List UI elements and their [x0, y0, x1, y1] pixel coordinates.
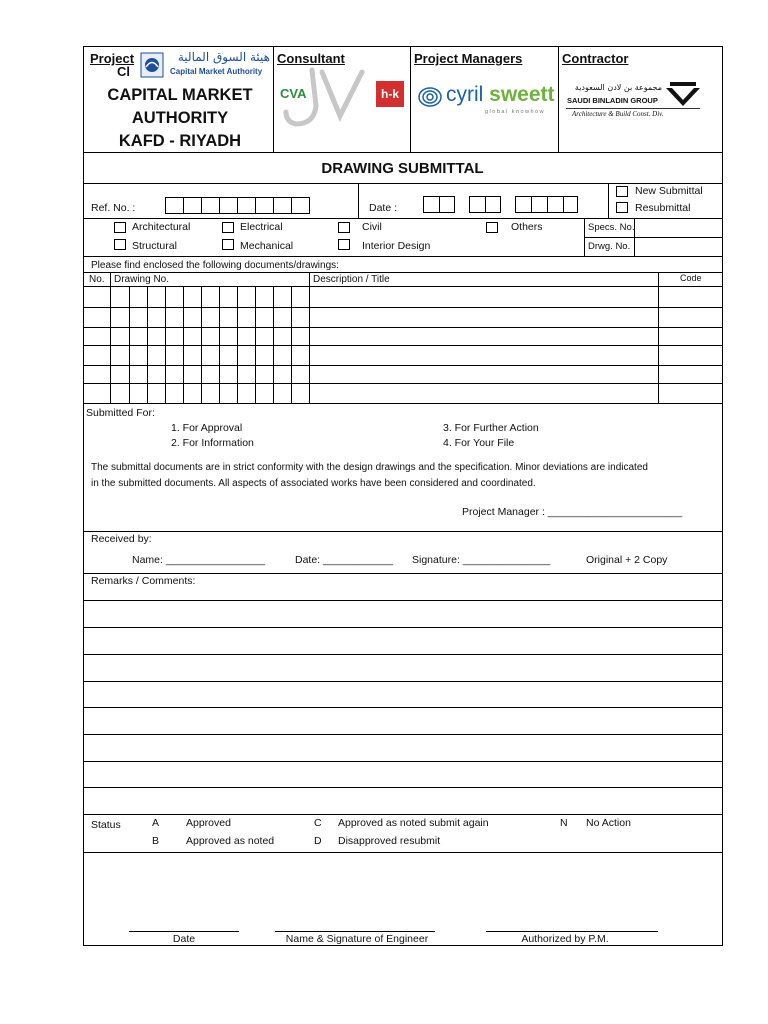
drwg-no-field[interactable]: [635, 238, 721, 255]
architectural-label: Architectural: [132, 221, 191, 233]
status-code-a: A: [152, 817, 160, 829]
submitted-for-information: 2. For Information: [171, 437, 254, 449]
binladin-logo-arabic: مجموعة بن لادن السعودية: [574, 83, 662, 92]
cma-logo: [140, 50, 270, 80]
col-description-header: Description / Title: [313, 274, 390, 285]
cyril-sweett-swirl-icon: [417, 86, 443, 108]
authorized-signature-line[interactable]: [486, 931, 658, 932]
table-row[interactable]: [84, 328, 721, 345]
conformity-statement-line-1: The submittal documents are in strict conformity with the design drawings and the specification. Minor deviations are indicated: [91, 462, 648, 473]
binladin-emblem-icon: [664, 80, 702, 108]
cyril-sweett-name-a: cyril: [446, 83, 484, 106]
table-row[interactable]: [84, 308, 721, 327]
status-code-n: N: [560, 817, 568, 829]
table-row[interactable]: [84, 366, 721, 383]
signature-date-label: Date: [172, 933, 196, 945]
mechanical-checkbox[interactable]: [222, 239, 234, 250]
architectural-checkbox[interactable]: [114, 222, 126, 233]
electrical-label: Electrical: [240, 221, 283, 233]
received-date-field[interactable]: Date: ____________: [295, 554, 394, 566]
col-no-header: No.: [89, 274, 105, 285]
drwg-no-label: Drwg. No.: [588, 241, 631, 252]
remarks-label: Remarks / Comments:: [91, 575, 196, 587]
hk-logo-text: h-k: [381, 87, 399, 101]
project-name-line-2: AUTHORITY: [131, 109, 229, 127]
ref-no-boxes[interactable]: [165, 197, 310, 214]
cma-logo-english: Capital Market Authority: [170, 67, 263, 76]
jv-mark-icon: [282, 66, 374, 130]
project-label-clipped: Cl: [117, 64, 130, 79]
new-submittal-checkbox[interactable]: [616, 186, 628, 197]
cva-logo-text: CVA: [280, 86, 307, 101]
form-title: DRAWING SUBMITTAL: [321, 160, 484, 177]
project-name: [90, 84, 270, 153]
structural-checkbox[interactable]: [114, 239, 126, 250]
documents-intro: Please find enclosed the following documents/drawings:: [91, 260, 339, 271]
structural-label: Structural: [132, 240, 177, 252]
date-label: Date :: [369, 202, 398, 214]
status-text-disapproved-resubmit: Disapproved resubmit: [338, 835, 441, 847]
status-text-approved-submit-again: Approved as noted submit again: [338, 817, 489, 829]
status-text-approved: Approved: [186, 817, 231, 829]
project-manager-signature[interactable]: Project Manager : _______________________: [462, 506, 683, 518]
col-code-header: Code: [680, 273, 702, 283]
interior-design-label: Interior Design: [362, 240, 431, 252]
project-name-line-3: KAFD - RIYADH: [118, 132, 242, 150]
others-label: Others: [511, 221, 543, 233]
status-text-no-action: No Action: [586, 817, 631, 829]
table-row[interactable]: [84, 384, 721, 403]
cyril-sweett-name-b: sweett: [489, 83, 555, 106]
col-drawing-no-header: Drawing No.: [114, 274, 170, 285]
date-signature-line[interactable]: [129, 931, 239, 932]
table-row[interactable]: [84, 287, 721, 307]
received-by-label: Received by:: [91, 533, 152, 545]
cma-logo-arabic: هيئة السوق المالية: [177, 50, 270, 64]
specs-no-field[interactable]: [635, 219, 721, 236]
signature-authorized-label: Authorized by P.M.: [521, 933, 609, 945]
cyril-sweett-logo: [446, 84, 555, 105]
submitted-for-approval: 1. For Approval: [171, 422, 243, 434]
date-day-boxes[interactable]: [423, 196, 455, 213]
cma-emblem-icon: [140, 52, 164, 78]
conformity-statement-line-2: in the submitted documents. All aspects of associated works have been considered and coordinated.: [91, 478, 536, 489]
remarks-area[interactable]: [84, 588, 721, 813]
status-code-d: D: [314, 835, 322, 847]
binladin-logo-division: Architecture & Build Const. Div.: [572, 110, 664, 118]
status-code-b: B: [152, 835, 160, 847]
new-submittal-label: New Submittal: [635, 185, 703, 197]
project-managers-label: Project Managers: [414, 51, 523, 66]
table-row[interactable]: [84, 346, 721, 365]
engineer-signature-line[interactable]: [275, 931, 435, 932]
civil-label: Civil: [362, 221, 382, 233]
status-code-c: C: [314, 817, 322, 829]
received-signature-field[interactable]: Signature: _______________: [412, 554, 551, 566]
hk-logo: [376, 81, 404, 107]
contractor-label: Contractor: [562, 51, 629, 66]
status-label: Status: [91, 819, 121, 831]
others-checkbox[interactable]: [486, 222, 498, 233]
status-text-approved-as-noted: Approved as noted: [186, 835, 275, 847]
binladin-logo-name: SAUDI BINLADIN GROUP: [567, 96, 658, 105]
submitted-for-your-file: 4. For Your File: [443, 437, 515, 449]
resubmittal-checkbox[interactable]: [616, 202, 628, 213]
date-year-boxes[interactable]: [515, 196, 578, 213]
resubmittal-label: Resubmittal: [635, 202, 691, 214]
submitted-for-label: Submitted For:: [86, 407, 155, 419]
mechanical-label: Mechanical: [240, 240, 294, 252]
interior-design-checkbox[interactable]: [338, 239, 350, 250]
electrical-checkbox[interactable]: [222, 222, 234, 233]
submitted-for-further-action: 3. For Further Action: [443, 422, 539, 434]
received-name-field[interactable]: Name: _________________: [132, 554, 266, 566]
signature-engineer-label: Name & Signature of Engineer: [285, 933, 429, 945]
specs-no-label: Specs. No.: [588, 222, 635, 233]
date-month-boxes[interactable]: [469, 196, 501, 213]
cyril-sweett-tagline: global knowhow: [485, 109, 546, 115]
project-label: Project: [90, 51, 135, 66]
project-name-line-1: CAPITAL MARKET: [107, 86, 253, 104]
copies-note: Original + 2 Copy: [586, 554, 668, 566]
civil-checkbox[interactable]: [338, 222, 350, 233]
ref-no-label: Ref. No. :: [91, 202, 136, 214]
consultant-label: Consultant: [277, 51, 345, 66]
